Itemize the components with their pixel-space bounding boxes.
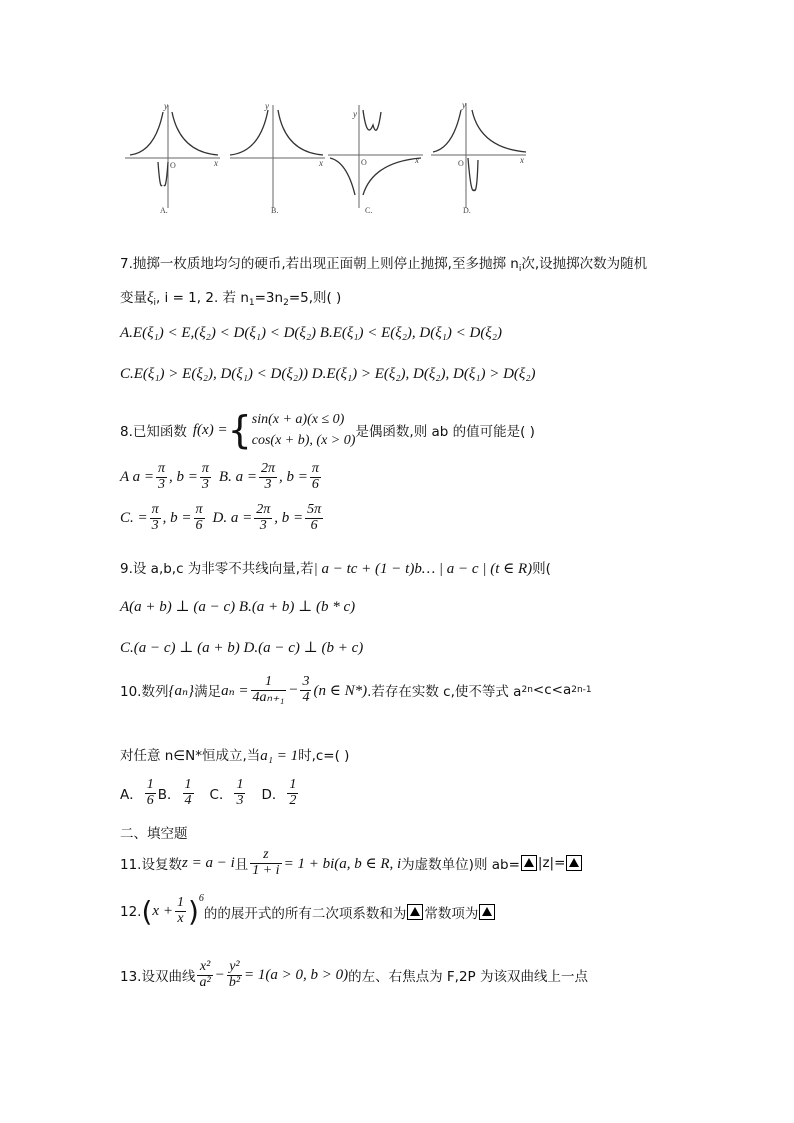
graph-label-d: D. xyxy=(463,206,471,215)
q8-mid: , b = xyxy=(274,509,304,526)
q10-opt-a: A． xyxy=(120,787,143,804)
q10-an: aₙ = xyxy=(221,682,249,699)
q7-text-b: 次,设抛掷次数为随机 xyxy=(521,256,648,272)
x-axis-label: x xyxy=(415,155,419,165)
frac-den: 4 xyxy=(184,792,192,808)
frac-num: 1 xyxy=(184,777,192,792)
q13-minus: − xyxy=(214,966,225,983)
q7-text: 7.抛掷一枚质地均匀的硬币,若出现正面朝上则停止抛掷,至多抛掷 n xyxy=(120,256,519,272)
q11-tail-b: |z|= xyxy=(537,855,566,872)
frac-den: 3 xyxy=(236,792,244,808)
graph-a xyxy=(120,100,225,215)
q8-case2: cos(x + b), (x > 0) xyxy=(251,433,356,448)
q8-prefix: 8.已知函数 xyxy=(120,424,187,440)
frac-den: 4aₙ₊₁ xyxy=(252,689,285,705)
y-axis-label: y xyxy=(265,101,269,111)
x-axis-label: x xyxy=(319,158,323,168)
frac-den: 1 + i xyxy=(252,862,280,878)
q9-math: | a − tc + (1 − t)b… | a − c | (t ∈ R) xyxy=(313,561,533,577)
q10-options xyxy=(120,778,300,808)
paren: ( xyxy=(141,895,153,928)
q12-text: 的的展开式的所有二次项系数和为 xyxy=(203,905,407,922)
blank-icon[interactable] xyxy=(407,904,423,920)
frac xyxy=(259,462,277,492)
q8-stem xyxy=(120,405,535,455)
graph-label-a: A. xyxy=(160,206,168,215)
graph-options xyxy=(120,100,540,220)
frac xyxy=(227,960,242,990)
q13-stem xyxy=(120,960,588,990)
q10-text: 对任意 n∈N*恒成立,当 xyxy=(120,748,261,764)
frac xyxy=(197,960,212,990)
frac xyxy=(310,462,321,492)
frac-num: 1 xyxy=(176,895,184,911)
frac-den: 3 xyxy=(259,517,267,533)
frac xyxy=(145,778,156,808)
frac xyxy=(200,462,211,492)
q12-exp: 6 xyxy=(198,893,204,904)
q13-suffix: 的左、右焦点为 F,2P 为该双曲线上一点 xyxy=(348,969,588,986)
q7-xi: ξ xyxy=(147,290,154,306)
frac-den: 6 xyxy=(195,517,203,533)
frac xyxy=(250,848,281,878)
q12-stem xyxy=(120,895,496,928)
frac-num: y² xyxy=(227,960,242,976)
frac-num: 5π xyxy=(307,502,322,517)
graph-b xyxy=(225,100,330,215)
q10-sub: 2n-1 xyxy=(571,685,592,696)
q8-mid: , b = xyxy=(278,468,308,485)
frac xyxy=(175,896,186,926)
q7-options-cd: C.E(ξ₁) > E(ξ₂), D(ξ₁) < D(ξ₂)) D.E(ξ₁) > E(ξ₂), D(ξ₂), D(ξ₁) > D(ξ₂) xyxy=(120,366,536,382)
frac-den: x xyxy=(177,911,184,926)
q7-text: , i = 1, 2. 若 n xyxy=(155,290,249,306)
section-heading: 二、填空题 xyxy=(120,826,188,842)
q8-options-ab xyxy=(120,462,323,492)
frac-num: 1 xyxy=(251,675,287,691)
frac xyxy=(183,778,194,808)
q10-seq: {aₙ} xyxy=(168,682,195,699)
frac xyxy=(300,675,311,705)
q8-mid: , b = xyxy=(169,468,198,485)
q13-eq: = 1(a > 0, b > 0) xyxy=(244,966,349,983)
q8-opt-d: D. a = xyxy=(212,509,253,526)
q10-a1: a₁ = 1 xyxy=(260,748,299,764)
frac xyxy=(194,503,205,533)
q7-options-ab: A.E(ξ₁) < E,(ξ₂) < D(ξ₁) < D(ξ₂) B.E(ξ₁) < E(ξ₂), D(ξ₁) < D(ξ₂) xyxy=(120,325,502,341)
q8-suffix: 是偶函数,则 ab 的值可能是( ) xyxy=(355,424,535,440)
q8-opt-b: B. a = xyxy=(218,468,257,485)
blank-icon[interactable] xyxy=(566,855,582,871)
q11-mid: 为虚数单位) xyxy=(401,857,474,874)
frac-num: x² xyxy=(197,960,212,976)
q7-text: =3n xyxy=(254,290,284,306)
q10-opt-c: C． xyxy=(209,787,233,804)
x-axis-label: x xyxy=(214,158,218,168)
q11-tail: 则 ab= xyxy=(473,857,520,874)
frac xyxy=(150,503,161,533)
q11-prefix: 11.设复数 xyxy=(120,857,182,874)
blank-icon[interactable] xyxy=(479,904,495,920)
q7-text: 变量 xyxy=(120,290,147,306)
graph-c xyxy=(325,100,430,215)
q9-text: 9.设 a,b,c 为非零不共线向量,若 xyxy=(120,561,314,577)
q13-prefix: 13.设双曲线 xyxy=(120,969,196,986)
frac-den: 3 xyxy=(158,476,166,492)
frac-den: 3 xyxy=(201,476,209,492)
q10-text-b: 时,c=( ) xyxy=(298,748,350,764)
q12-prefix: 12. xyxy=(120,903,142,920)
frac xyxy=(234,778,245,808)
origin-label: O xyxy=(361,158,367,167)
q10-opt-d: D． xyxy=(261,787,286,804)
q10-tail-b: <c<a xyxy=(532,682,572,699)
frac-num: 1 xyxy=(236,777,244,792)
frac-num: z xyxy=(250,848,281,864)
frac-num: π xyxy=(311,461,319,476)
frac-den: a² xyxy=(199,974,211,990)
q10-mid: 满足 xyxy=(194,684,222,701)
q8-mid: , b = xyxy=(162,509,192,526)
frac-den: 3 xyxy=(264,476,272,492)
q12-text-b: 常数项为 xyxy=(424,905,479,922)
frac xyxy=(254,503,272,533)
q11-and: 且 xyxy=(234,857,249,874)
frac-num: 1 xyxy=(289,777,297,792)
graph-label-c: C. xyxy=(365,206,373,215)
q8-cases xyxy=(252,409,356,451)
q7-line1 xyxy=(120,252,647,274)
origin-label: O xyxy=(458,159,464,168)
paren: ) xyxy=(187,895,199,928)
q10-tail: .若存在实数 c,使不等式 a xyxy=(367,684,522,701)
frac-den: b² xyxy=(228,974,241,990)
frac xyxy=(251,675,287,705)
q11-expr1: z = a − i xyxy=(181,854,235,871)
frac-den: 6 xyxy=(311,476,319,492)
frac-num: 3 xyxy=(302,674,310,689)
origin-label: O xyxy=(170,161,176,170)
q8-options-cd xyxy=(120,503,325,533)
q9-text-c: 则( xyxy=(532,561,551,577)
graph-d xyxy=(428,100,533,215)
frac-num: 2π xyxy=(260,461,275,476)
q8-opt-a: A a = xyxy=(120,468,155,485)
q8-brace: { xyxy=(227,408,252,452)
q10-stem xyxy=(120,675,592,705)
frac-num: π xyxy=(158,461,166,476)
y-axis-label: y xyxy=(462,100,466,110)
q10-minus: − xyxy=(288,681,299,698)
q8-opt-c: C. = xyxy=(120,509,148,526)
graph-label-b: B. xyxy=(271,206,279,215)
frac-num: π xyxy=(151,502,159,517)
q7-sub: 1 xyxy=(248,298,255,308)
frac-den: 6 xyxy=(310,517,318,533)
q10-line2 xyxy=(120,744,349,765)
x-axis-label: x xyxy=(520,155,524,165)
frac-den: 4 xyxy=(302,689,310,705)
frac xyxy=(305,503,323,533)
y-axis-label: y xyxy=(164,101,168,111)
q10-sub: 2n xyxy=(521,685,533,696)
frac-num: 1 xyxy=(146,777,154,792)
q10-cond: (n ∈ N*) xyxy=(313,682,368,699)
q10-prefix: 10.数列 xyxy=(120,684,169,701)
frac-num: π xyxy=(195,502,203,517)
q9-options-ab: A(a + b) ⊥ (a − c) B.(a + b) ⊥ (b * c) xyxy=(120,599,356,615)
q7-sub: i xyxy=(153,298,156,308)
frac-den: 2 xyxy=(289,792,297,808)
q12-inner: x + xyxy=(152,903,173,919)
frac-den: 6 xyxy=(146,792,154,808)
q7-text: =5,则( ) xyxy=(288,290,342,306)
q10-opt-b: B． xyxy=(157,787,181,804)
q8-case1: sin(x + a)(x ≤ 0) xyxy=(251,412,345,427)
q7-sub: 2 xyxy=(283,298,289,308)
q8-fx: f(x) = xyxy=(192,421,228,438)
q7-line2 xyxy=(120,286,341,308)
q9-stem xyxy=(120,557,551,578)
blank-icon[interactable] xyxy=(521,855,537,871)
frac-num: 2π xyxy=(256,502,271,517)
q9-options-cd: C.(a − c) ⊥ (a + b) D.(a − c) ⊥ (b + c) xyxy=(120,640,364,656)
frac-num: π xyxy=(201,461,209,476)
frac-den: 3 xyxy=(151,517,159,533)
frac xyxy=(287,778,298,808)
q7-sub: i xyxy=(518,264,522,274)
q11-expr2: = 1 + bi(a, b ∈ R, i xyxy=(283,855,402,872)
q11-stem xyxy=(120,848,583,878)
frac xyxy=(156,462,167,492)
y-axis-label: y xyxy=(353,109,357,119)
